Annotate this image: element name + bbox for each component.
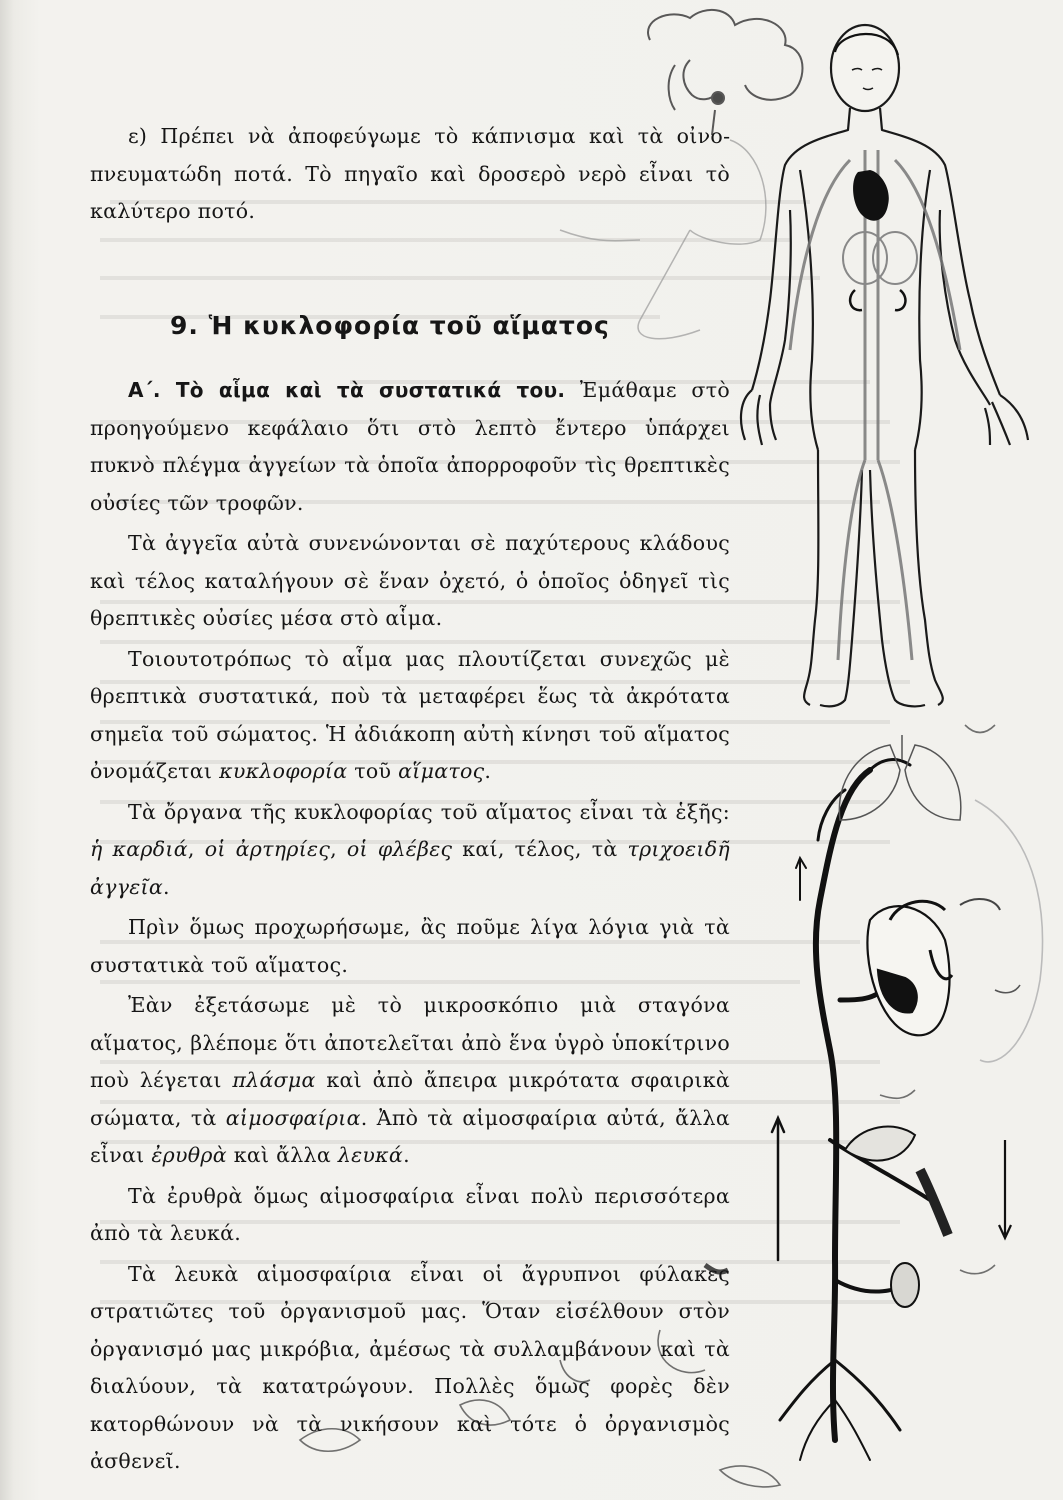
face-sketch-right [960,800,1042,1062]
text-run: . Ἀπὸ τὰ αἱμοσφαίρια αὐτά, ἄλλα εἶναι [90,1105,730,1167]
paragraph-1 [90,372,730,522]
subsection-label: Α΄. Τὸ αἷμα καὶ τὰ συστατικά του. [128,378,566,402]
paragraph-6 [90,987,730,1175]
organ-drawings [845,1127,948,1307]
main-text-column [90,118,730,1481]
term-veins: οἱ φλέβες [346,837,453,861]
kidney-right [873,232,917,284]
text-run: καὶ ἄλλα [226,1143,338,1167]
kidney-left [843,232,887,284]
term-red: ἐρυθρὰ [151,1143,227,1167]
text-run: Τοιουτοτρόπως τὸ αἷμα μας πλουτίζεται συνεχῶς μὲ θρεπτικὰ συστατικά, ποὺ τὰ μεταφέρει ἕως τὰ ἀκρότατα σημεῖα τοῦ σώματος. Ἡ ἀδιάκοπη αὐτὴ κίνησι τοῦ αἵματος ὀνομάζεται [90,646,730,783]
term-circulation: κυκλοφορία [219,759,348,783]
human-body-figure [741,25,1028,706]
woman-sketch-drawing [648,10,802,135]
lung-sketch [839,735,960,820]
paragraph-2: Τὰ ἀγγεῖα αὐτὰ συνενώνονται σὲ παχύτερους κλάδους καὶ τέλος καταλήγουν σὲ ἕναν ὀχετό, ὁ ὁποῖος ὁδηγεῖ τὶς θρεπτικὲς οὐσίες μέσα στὸ αἷμα. [90,531,730,630]
term-heart: ἡ καρδιά [90,837,188,861]
term-blood: αἵματος [398,759,485,783]
body-vessels [790,150,960,660]
heart-shape [853,170,889,221]
text-run: καὶ ἀπὸ ἄπειρα μικρότατα σφαιρικὰ σώματα, τὰ [90,1068,730,1130]
term-plasma: πλάσμα [232,1068,316,1092]
text-run: . [484,759,492,783]
term-capillaries: τριχοειδῆ ἀγγεῖα [90,837,730,899]
term-blood-cells: αἱμοσφαίρια [225,1105,361,1130]
paragraph-1-text: Ἐμάθαμε στὸ προηγούμενο κεφάλαιο ὅτι στὸ λεπτὸ ἔντερο ὑπάρχει πυκνὸ πλέγμα ἀγγείων τὰ ὁποῖα ἀπορροφοῦν τὶς θρεπτικὲς οὐσίες τῶν τροφῶν. [90,378,730,515]
term-white: λευκά [337,1143,404,1167]
text-run: , [330,837,347,861]
heart-diagram [867,901,952,1035]
term-arteries: οἱ ἀρτηρίες [204,837,331,861]
text-run: . [403,1143,410,1167]
text-run: καί, τέλος, τὰ [452,837,628,861]
paragraph-8: Τὰ λευκὰ αἱμοσφαίρια εἶναι οἱ ἄγρυπνοι φύλακες στρατιῶτες τοῦ ὀργανισμοῦ μας. Ὅταν εἰσέλθουν στὸν ὀργανισμό μας μικρόβια, ἀμέσως τὰ συλλαμβάνουν καὶ τὰ διαλύουν, τὰ κατατρώγουν. Πολλὲς ὅμως φορὲς δὲν κατορθώνουν νὰ τὰ νικήσουν καὶ τότε ὁ ὀργανισμὸς ἀσθενεῖ. [90,1261,730,1473]
paragraph-4 [90,794,730,907]
paragraph-5: Πρὶν ὅμως προχωρήσωμε, ἂς ποῦμε λίγα λόγια γιὰ τὰ συστατικὰ τοῦ αἵματος. [90,915,730,977]
text-run: Τὰ ὄργανα τῆς κυκλοφορίας τοῦ αἵματος εἶναι τὰ ἑξῆς: [128,799,730,824]
paragraph-7: Τὰ ἐρυθρὰ ὅμως αἱμοσφαίρια εἶναι πολὺ περισσότερα ἀπὸ τὰ λευκά. [90,1183,730,1245]
paragraph-e: ε) Πρέπει νὰ ἀποφεύγωμε τὸ κάπνισμα καὶ τὰ οἰνοπνευματώδη ποτά. Τὸ πηγαῖο καὶ δροσερὸ νερὸ εἶναι τὸ καλύτερο ποτό. [90,124,730,223]
downward-arrow [999,1140,1011,1238]
circulation-diagram [772,760,930,1460]
text-run: τοῦ [347,759,399,783]
text-run: Ἐὰν ἐξετάσωμε μὲ τὸ μικροσκόπιο μιὰ σταγόνα αἵματος, βλέπομε ὅτι ἀποτελεῖται ἀπὸ ἕνα ὑγρὸ ὑποκίτρινο ποὺ λέγεται [90,993,730,1092]
text-run: , [187,837,205,861]
section-title: 9. Ἡ κυκλοφορία τοῦ αἵματος [170,310,610,340]
paragraph-3 [90,641,730,791]
text-run: . [163,874,170,899]
